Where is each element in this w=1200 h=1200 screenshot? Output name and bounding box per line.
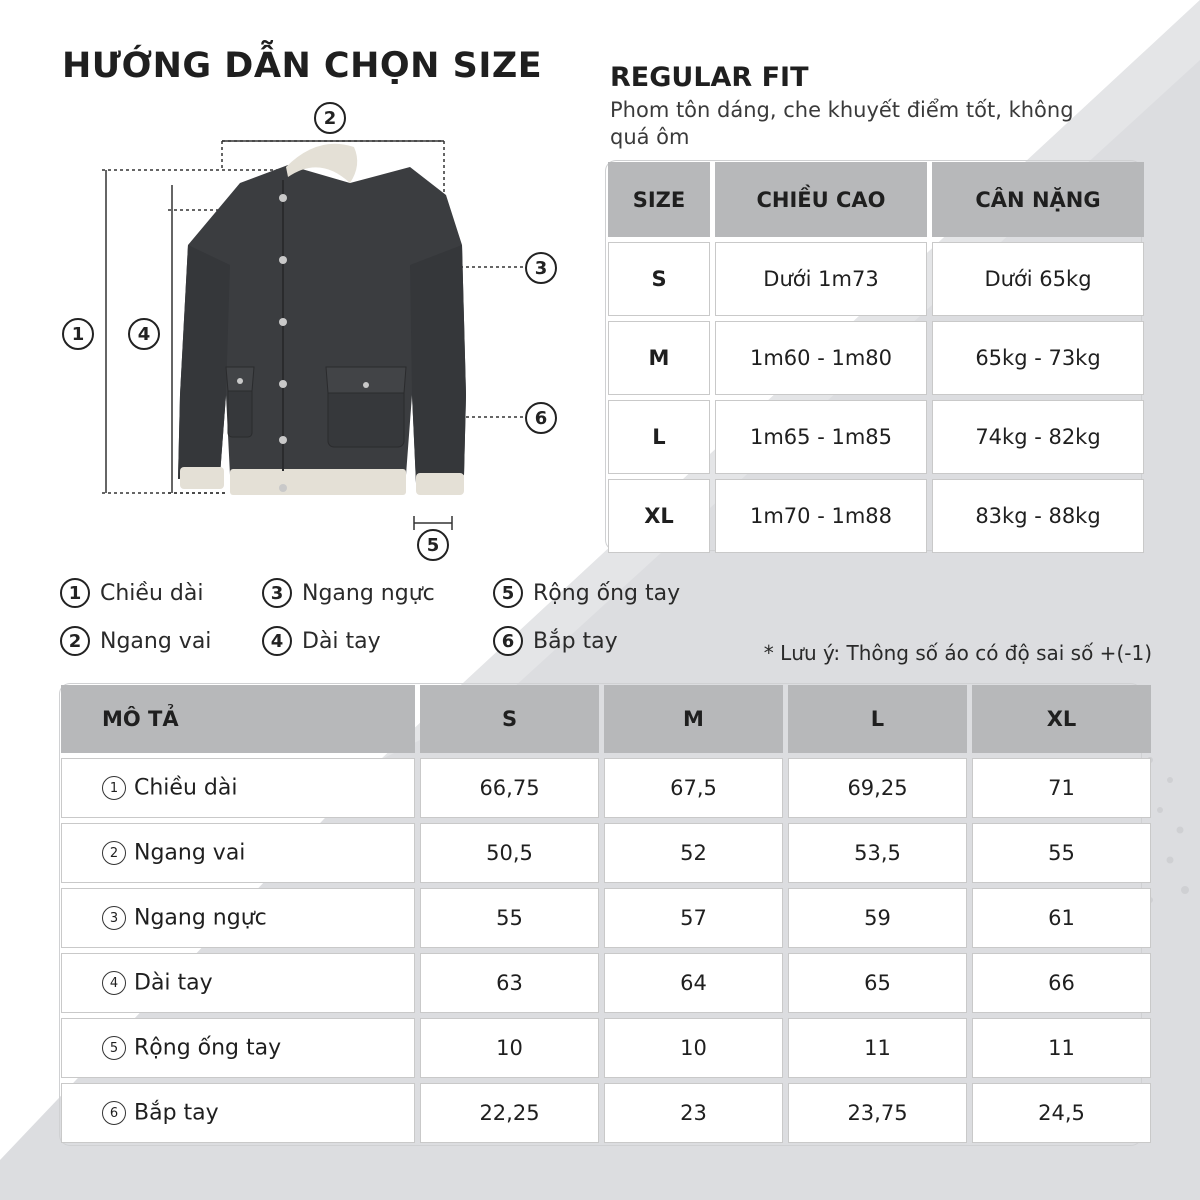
tolerance-note: * Lưu ý: Thông số áo có độ sai số +(-1) (763, 641, 1152, 665)
weight-cell: 65kg - 73kg (932, 321, 1144, 395)
legend-label: Dài tay (302, 628, 381, 654)
legend-number: 2 (60, 626, 90, 656)
legend-item (493, 626, 618, 656)
row-number: 2 (102, 841, 126, 865)
value-cell: 55 (420, 888, 599, 948)
description-cell (61, 953, 415, 1013)
fit-description: Phom tôn dáng, che khuyết điểm tốt, không quá ôm (610, 98, 1074, 149)
legend-label: Ngang ngực (302, 580, 435, 606)
size-table (603, 157, 1149, 558)
table-row (61, 888, 1151, 948)
value-cell: 22,25 (420, 1083, 599, 1143)
value-cell: 67,5 (604, 758, 783, 818)
value-cell: 64 (604, 953, 783, 1013)
value-cell: 50,5 (420, 823, 599, 883)
value-cell: 55 (972, 823, 1151, 883)
description-cell (61, 758, 415, 818)
value-cell: 24,5 (972, 1083, 1151, 1143)
height-cell: 1m70 - 1m88 (715, 479, 927, 553)
row-number: 5 (102, 1036, 126, 1060)
legend-label: Rộng ống tay (533, 580, 681, 606)
marker-1: 1 (62, 318, 94, 350)
header-s: S (420, 685, 599, 753)
value-cell: 69,25 (788, 758, 967, 818)
table-row (61, 1018, 1151, 1078)
value-cell: 11 (788, 1018, 967, 1078)
legend-item (493, 578, 680, 608)
weight-cell: 83kg - 88kg (932, 479, 1144, 553)
value-cell: 23 (604, 1083, 783, 1143)
header-l: L (788, 685, 967, 753)
size-table-header (608, 162, 1144, 237)
description-cell (61, 1083, 415, 1143)
header-xl: XL (972, 685, 1151, 753)
spec-table (56, 680, 1156, 1148)
marker-6: 6 (525, 402, 557, 434)
value-cell: 66,75 (420, 758, 599, 818)
legend-item (262, 578, 435, 608)
legend-label: Bắp tay (533, 628, 618, 654)
value-cell: 57 (604, 888, 783, 948)
table-row (608, 479, 1144, 553)
value-cell: 66 (972, 953, 1151, 1013)
row-number: 3 (102, 906, 126, 930)
description-cell (61, 888, 415, 948)
spec-table-body (61, 758, 1151, 1143)
legend-number: 6 (493, 626, 523, 656)
legend-item (60, 626, 211, 656)
value-cell: 65 (788, 953, 967, 1013)
value-cell: 53,5 (788, 823, 967, 883)
header-m: M (604, 685, 783, 753)
value-cell: 11 (972, 1018, 1151, 1078)
legend-number: 1 (60, 578, 90, 608)
jacket-diagram (50, 95, 590, 575)
height-cell: 1m60 - 1m80 (715, 321, 927, 395)
row-label: Bắp tay (134, 1100, 219, 1126)
weight-cell: Dưới 65kg (932, 242, 1144, 316)
header-height: CHIỀU CAO (715, 162, 927, 237)
table-row (61, 758, 1151, 818)
description-cell (61, 1018, 415, 1078)
value-cell: 10 (604, 1018, 783, 1078)
legend-item (60, 578, 203, 608)
size-cell: XL (608, 479, 710, 553)
fit-title: REGULAR FIT (610, 62, 809, 93)
legend-number: 4 (262, 626, 292, 656)
table-row (61, 1083, 1151, 1143)
size-cell: M (608, 321, 710, 395)
height-cell: Dưới 1m73 (715, 242, 927, 316)
size-cell: S (608, 242, 710, 316)
value-cell: 59 (788, 888, 967, 948)
row-label: Dài tay (134, 970, 213, 996)
legend-label: Chiều dài (100, 580, 204, 606)
header-description: MÔ TẢ (61, 685, 415, 753)
description-cell (61, 823, 415, 883)
legend-label: Ngang vai (100, 628, 212, 654)
spec-table-header (61, 685, 1151, 753)
row-label: Rộng ống tay (134, 1035, 282, 1061)
value-cell: 10 (420, 1018, 599, 1078)
marker-4: 4 (128, 318, 160, 350)
row-label: Ngang vai (134, 840, 246, 866)
marker-5: 5 (417, 529, 449, 561)
page-title: HƯỚNG DẪN CHỌN SIZE (62, 46, 543, 86)
legend-number: 5 (493, 578, 523, 608)
marker-3: 3 (525, 252, 557, 284)
weight-cell: 74kg - 82kg (932, 400, 1144, 474)
measurement-legend (60, 578, 760, 678)
row-label: Ngang ngực (134, 905, 267, 931)
size-cell: L (608, 400, 710, 474)
header-weight: CÂN NẶNG (932, 162, 1144, 237)
row-number: 4 (102, 971, 126, 995)
legend-item (262, 626, 381, 656)
row-number: 1 (102, 776, 126, 800)
value-cell: 71 (972, 758, 1151, 818)
row-number: 6 (102, 1101, 126, 1125)
value-cell: 63 (420, 953, 599, 1013)
marker-2: 2 (314, 102, 346, 134)
legend-number: 3 (262, 578, 292, 608)
height-cell: 1m65 - 1m85 (715, 400, 927, 474)
table-row (61, 953, 1151, 1013)
row-label: Chiều dài (134, 775, 238, 801)
table-row (608, 321, 1144, 395)
table-row (608, 242, 1144, 316)
value-cell: 52 (604, 823, 783, 883)
value-cell: 61 (972, 888, 1151, 948)
header-size: SIZE (608, 162, 710, 237)
table-row (608, 400, 1144, 474)
table-row (61, 823, 1151, 883)
value-cell: 23,75 (788, 1083, 967, 1143)
